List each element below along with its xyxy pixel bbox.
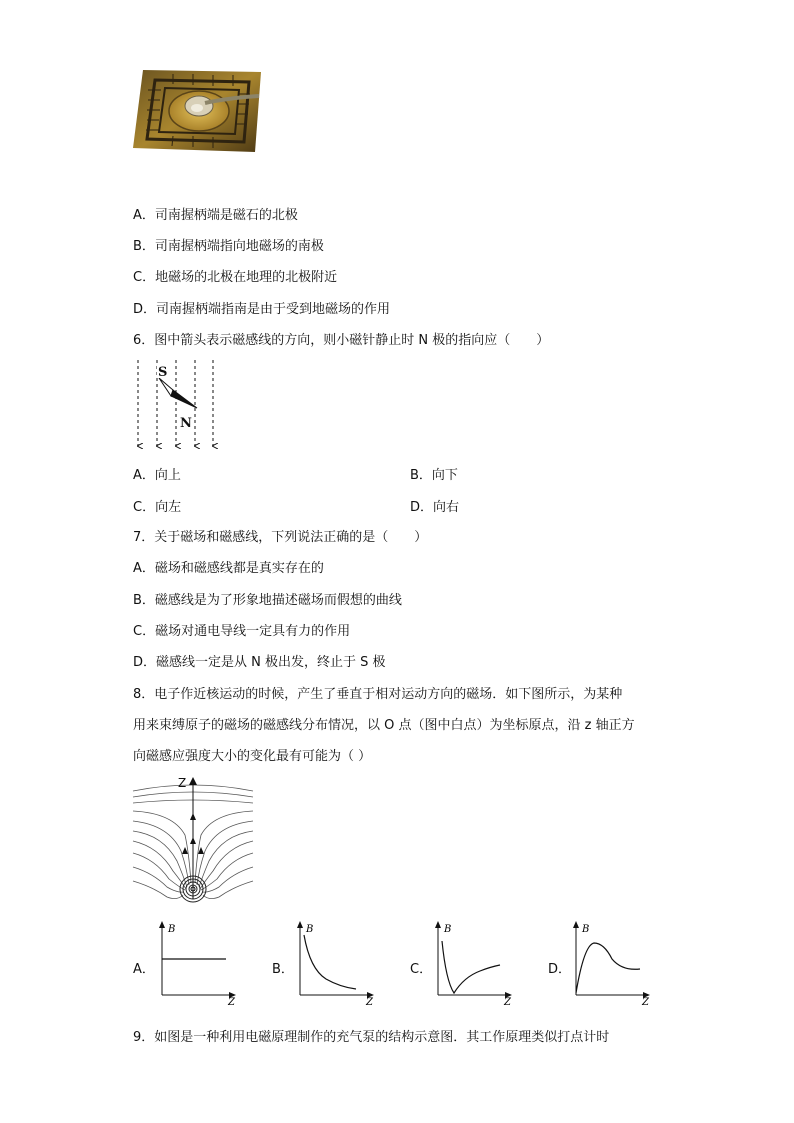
q8-graph-b-y-label: B xyxy=(306,924,314,935)
q8-graph-c xyxy=(434,921,514,1008)
q8-magnetic-field-figure xyxy=(133,773,253,905)
q5-option-d: D．司南握柄端指南是由于受到地磁场的作用 xyxy=(133,302,391,317)
q8-graph-b-curve xyxy=(304,935,356,989)
q8-stem-line-3: 向磁感应强度大小的变化最有可能为（ ） xyxy=(133,749,372,764)
q8-graph-c-y-label: B xyxy=(444,924,452,935)
q5-option-a: A．司南握柄端是磁石的北极 xyxy=(133,208,298,223)
q8-graph-d xyxy=(572,921,652,1008)
q6-option-a: A．向上 xyxy=(133,468,181,483)
q8-graph-a-x-label: Z xyxy=(228,997,235,1008)
q7-option-c: C．磁场对通电导线一定具有力的作用 xyxy=(133,624,351,639)
q7-option-b: B．磁感线是为了形象地描述磁场而假想的曲线 xyxy=(133,593,402,608)
q8-graph-b-label: B． xyxy=(272,962,294,977)
q6-option-d: D．向右 xyxy=(410,500,460,515)
q7-option-d: D．磁感线一定是从 N 极出发，终止于 S 极 xyxy=(133,655,386,670)
q8-stem-line-1: 8．电子作近核运动的时候，产生了垂直于相对运动方向的磁场．如下图所示，为某种 xyxy=(133,687,623,702)
q8-graph-d-curve xyxy=(576,943,640,993)
q7-option-a: A．磁场和磁感线都是真实存在的 xyxy=(133,561,324,576)
q8-graph-b xyxy=(296,921,376,1008)
q6-option-b: B．向下 xyxy=(410,468,458,483)
q6-field-lines-figure xyxy=(133,358,223,452)
sinan-compass-photo xyxy=(133,70,263,154)
q9-stem: 9．如图是一种利用电磁原理制作的充气泵的结构示意图．其工作原理类似打点计时 xyxy=(133,1030,610,1045)
q8-graph-a-y-label: B xyxy=(168,924,176,935)
q5-option-b: B．司南握柄端指向地磁场的南极 xyxy=(133,239,324,254)
q8-graph-d-x-label: Z xyxy=(642,997,649,1008)
q8-graph-d-label: D． xyxy=(548,962,572,977)
q8-graph-c-x-label: Z xyxy=(504,997,511,1008)
q6-pole-s-label: S xyxy=(158,365,168,380)
q8-graph-b-x-label: Z xyxy=(366,997,373,1008)
q8-graph-d-y-label: B xyxy=(582,924,590,935)
q5-option-c: C．地磁场的北极在地理的北极附近 xyxy=(133,270,338,285)
q7-stem: 7．关于磁场和磁感线，下列说法正确的是（ ） xyxy=(133,530,428,545)
q8-graph-a xyxy=(158,921,238,1008)
q8-graph-c-curve xyxy=(442,941,500,993)
q8-graph-c-label: C． xyxy=(410,962,433,977)
q6-option-c: C．向左 xyxy=(133,500,182,515)
q6-pole-n-label: N xyxy=(180,416,192,431)
q6-stem: 6．图中箭头表示磁感线的方向，则小磁针静止时 N 极的指向应（ ） xyxy=(133,333,550,348)
q8-stem-line-2: 用来束缚原子的磁场的磁感线分布情况，以 O 点（图中白点）为坐标原点，沿 z 轴正方 xyxy=(133,718,635,733)
q8-figure-z-axis-label: Z xyxy=(178,776,187,790)
q8-graph-a-label: A． xyxy=(133,962,155,977)
